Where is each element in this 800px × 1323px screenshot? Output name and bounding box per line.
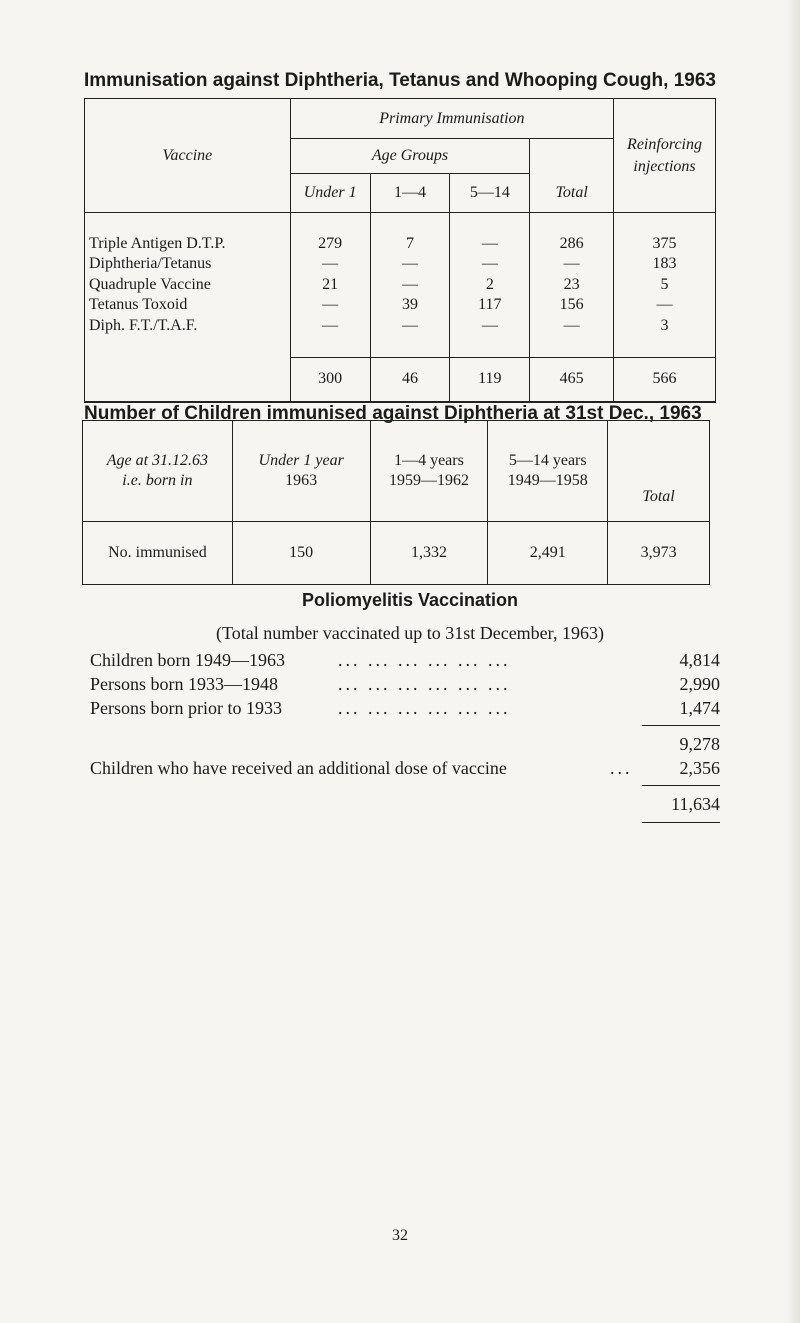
totals-row: 300 46 119 465 566 [85, 357, 716, 402]
header-1-4-years: 1—4 years 1959—1962 [370, 421, 488, 522]
subtotal-line: 9,278 [679, 734, 720, 754]
page-edge-shadow [786, 0, 800, 1323]
header-under-1: Under 1 [290, 174, 370, 213]
table-row: Diph. F.T./T.A.F. — — — — 3 [85, 316, 716, 337]
header-age-1-4: 1—4 [370, 174, 450, 213]
table-row: Tetanus Toxoid — 39 117 156 — [85, 295, 716, 316]
list-item: Persons born 1933—1948 ... ... ... ... ... ... 2,990 [90, 674, 720, 694]
header-vaccine: Vaccine [85, 99, 291, 213]
header-under-1-year: Under 1 year 1963 [232, 421, 370, 522]
rule [642, 822, 720, 823]
rule [642, 725, 720, 726]
table-row: Diphtheria/Tetanus — — — — 183 [85, 254, 716, 275]
header-reinforcing-injections: Reinforcing injections [614, 99, 716, 213]
page-number: 32 [392, 1227, 408, 1244]
immunisation-table [84, 98, 716, 403]
table-row: Triple Antigen D.T.P. 279 7 — 286 375 [85, 234, 716, 255]
rule [642, 785, 720, 786]
table2-title: Number of Children immunised against Diphtheria at 31st Dec., 1963 [84, 403, 702, 424]
grand-total-line: 11,634 [671, 794, 720, 814]
header-age-5-14: 5—14 [450, 174, 530, 213]
header-age-born: Age at 31.12.63 i.e. born in [83, 421, 233, 522]
header-age-groups: Age Groups [290, 139, 529, 174]
table-row: No. immunised 150 1,332 2,491 3,973 [83, 522, 710, 585]
list-item: Persons born prior to 1933 ... ... ... ... ... ... 1,474 [90, 698, 720, 718]
header-5-14-years: 5—14 years 1949—1958 [488, 421, 608, 522]
header-total: Total [608, 421, 710, 522]
list-item: Children who have received an additional dose of vaccine ... 2,356 [90, 758, 720, 778]
polio-subtitle: (Total number vaccinated up to 31st December, 1963) [216, 623, 604, 643]
diphtheria-children-table [82, 420, 710, 585]
polio-title: Poliomyelitis Vaccination [301, 590, 519, 610]
list-item: Children born 1949—1963 ... ... ... ... ... ... 4,814 [90, 650, 720, 670]
header-total: Total [530, 139, 614, 213]
table1-title: Immunisation against Diphtheria, Tetanus and Whooping Cough, 1963 [84, 70, 716, 91]
header-primary-immunisation: Primary Immunisation [290, 99, 613, 139]
table-row: Quadruple Vaccine 21 — 2 23 5 [85, 275, 716, 296]
